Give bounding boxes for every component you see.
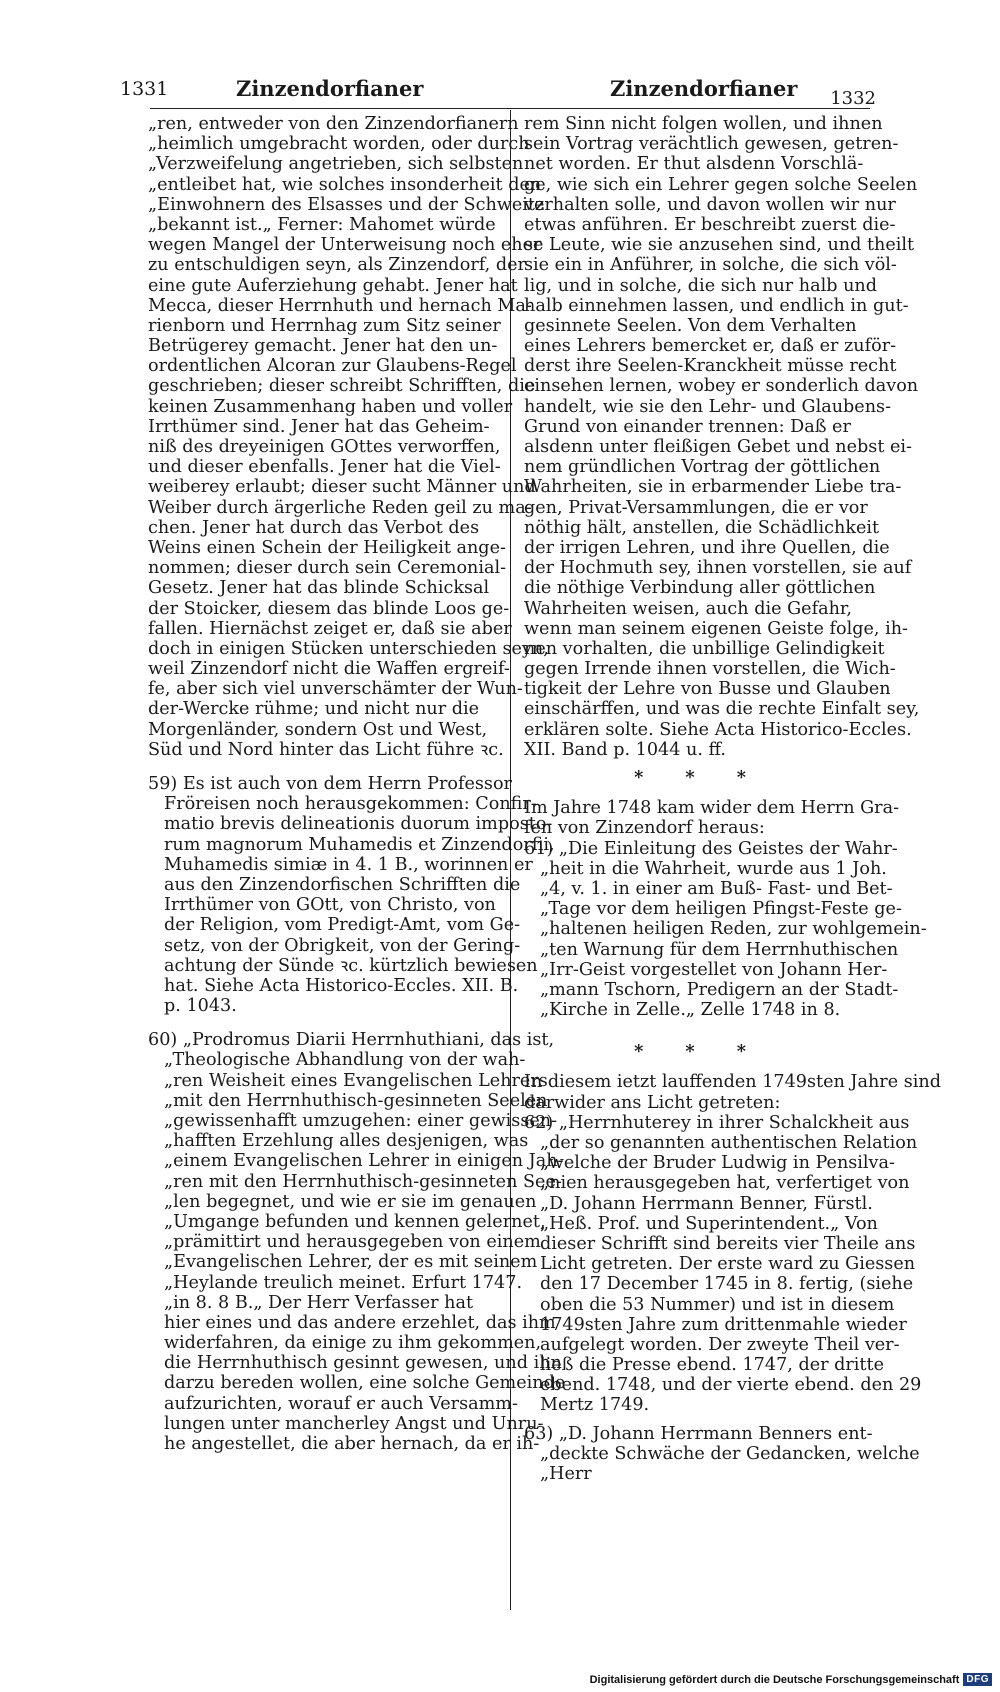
text-line: rienborn und Herrnhag zum Sitz seiner [148, 315, 501, 336]
text-line: darzu bereden wollen, eine solche Gemeinde [164, 1373, 566, 1394]
text-line: „Evangelischen Lehrer, der es mit seinem [164, 1252, 538, 1273]
text-line: „ren mit den Herrnhuthisch-gesinneten See- [164, 1171, 562, 1192]
text-line: sie ein in Anführer, in solche, die sich völ- [524, 255, 897, 276]
text-line: achtung der Sünde ꝛc. kürtzlich bewiesen [164, 955, 538, 976]
page-header [120, 78, 880, 108]
text-line: derst ihre Seelen-Kranckheit müsse recht [524, 356, 897, 377]
text-line: hier eines und das andere erzehlet, das ihm [164, 1312, 556, 1333]
text-line: Morgenländer, sondern Ost und West, [148, 719, 488, 740]
right-column [524, 114, 941, 1485]
text-line: „Kirche in Zelle.„ Zelle 1748 in 8. [540, 1000, 841, 1021]
text-line: rum magnorum Muhamedis et Zinzendorfii, [164, 834, 555, 855]
paragraph-continued-right [524, 114, 920, 760]
running-head-right: Zinzendorfianer [610, 76, 798, 101]
text-line: „haltenen heiligen Reden, zur wohlgemein- [540, 919, 927, 940]
text-line: „deckte Schwäche der Gedancken, welche [540, 1443, 920, 1464]
text-line: Fröreisen noch herausgekommen: Confir- [164, 794, 537, 815]
text-line: sein Vortrag verächtlich gewesen, getren- [524, 134, 899, 155]
text-line: 1749sten Jahre zum drittenmahle wieder [540, 1314, 907, 1335]
section-intro-1749 [524, 1072, 941, 1113]
text-line: 59) Es ist auch von dem Herrn Professor [148, 774, 512, 794]
text-line: 61) „Die Einleitung des Geistes der Wahr- [524, 838, 898, 859]
text-line: p. 1043. [164, 996, 237, 1017]
text-line: „welche der Bruder Ludwig in Pensilva- [540, 1153, 895, 1174]
text-line: dieser Schrifft sind bereits vier Theile ans [540, 1233, 916, 1254]
text-line: Weiber durch ärgerliche Reden geil zu ma- [148, 497, 532, 518]
page-number-left: 1331 [120, 78, 169, 100]
text-line: „Verzweifelung angetrieben, sich selbsten [148, 154, 524, 175]
text-line: Irrthümer sind. Jener hat das Geheim- [148, 416, 490, 437]
text-line: setz, von der Obrigkeit, von der Gering- [164, 935, 521, 956]
header-rule [150, 108, 870, 109]
text-line: keinen Zusammenhang haben und voller [148, 396, 513, 417]
text-line: widerfahren, da einige zu ihm gekommen, [164, 1333, 542, 1354]
text-line: Muhamedis simiæ in 4. 1 B., worinnen er [164, 854, 533, 875]
text-line: die nöthige Verbindung aller göttlichen [524, 578, 876, 599]
text-line: hat. Siehe Acta Historico-Eccles. XII. B. [164, 975, 519, 996]
entry-61 [524, 838, 927, 1021]
text-line: der-Wercke rühme; und nicht nur die [148, 699, 480, 720]
text-line: lungen unter mancherley Angst und Unru- [164, 1413, 544, 1434]
text-line: Wahrheiten, sie in erbarmender Liebe tra- [524, 477, 902, 498]
paragraph-continued [148, 114, 549, 760]
text-line: halb einnehmen lassen, und endlich in gut- [524, 295, 909, 316]
text-line: ebend. 1748, und der vierte ebend. den 29 [540, 1375, 922, 1396]
text-line: doch in einigen Stücken unterschieden seyn, [148, 638, 549, 659]
text-line: fe, aber sich viel unverschämter der Wun- [148, 679, 523, 700]
text-line: geschrieben; dieser schreibt Schrifften, die [148, 376, 536, 397]
text-line: darwider ans Licht getreten: [524, 1092, 781, 1113]
text-line: Süd und Nord hinter das Licht führe ꝛc. [148, 739, 504, 760]
text-line: Gesetz. Jener hat das blinde Schicksal [148, 578, 490, 599]
entry-62 [524, 1112, 922, 1416]
text-line: „Umgange befunden und kennen gelernet, [164, 1211, 546, 1232]
text-line: „ten Warnung für dem Herrnhuthischen [540, 939, 899, 960]
text-line: zu entschuldigen seyn, als Zinzendorf, der [148, 255, 526, 276]
text-line: eine gute Auferziehung gehabt. Jener hat [148, 275, 518, 296]
text-line: „heit in die Wahrheit, wurde aus 1 Joh. [540, 858, 887, 879]
text-line: rem Sinn nicht folgen wollen, und ihnen [524, 114, 883, 134]
text-line: „ren, entweder von den Zinzendorfianern [148, 114, 519, 134]
text-line: „entleibet hat, wie solches insonderheit den [148, 174, 542, 195]
text-line: weiberey erlaubt; dieser sucht Männer und [148, 477, 536, 498]
digitization-footer [590, 1673, 992, 1686]
text-line: se Leute, wie sie anzusehen sind, und theilt [524, 235, 915, 256]
text-line: oben die 53 Nummer) und ist in diesem [540, 1294, 895, 1315]
entry-59 [148, 774, 555, 1017]
text-line: einschärffen, und was die rechte Einfalt sey, [524, 699, 920, 720]
text-line: Betrügerey gemacht. Jener hat den un- [148, 336, 498, 357]
text-line: Licht getreten. Der erste ward zu Giessen [540, 1254, 916, 1275]
text-line: Irrthümer von GOtt, von Christo, von [164, 895, 496, 916]
text-line: fallen. Hiernächst zeiget er, daß sie aber [148, 618, 512, 639]
text-line: „mit den Herrnhuthisch-gesinneten Seelen [164, 1090, 548, 1111]
text-line: net worden. Er thut alsdenn Vorschlä- [524, 154, 864, 175]
text-line: fen von Zinzendorf heraus: [524, 818, 765, 839]
text-line: ordentlichen Alcoran zur Glaubens-Regel [148, 356, 517, 377]
text-line: nommen; dieser durch sein Ceremonial- [148, 558, 507, 579]
text-line: 60) „Prodromus Diarii Herrnhuthiani, das ist, [148, 1030, 555, 1051]
text-line: Weins einen Schein der Heiligkeit ange- [148, 537, 506, 558]
text-line: ge, wie sich ein Lehrer gegen solche Seelen [524, 174, 918, 195]
text-line: Im Jahre 1748 kam wider dem Herrn Gra- [524, 798, 900, 819]
text-line: „hafften Erzehlung alles desjenigen, was [164, 1131, 529, 1152]
text-line: gesinnete Seelen. Von dem Verhalten [524, 315, 857, 336]
text-line: In diesem ietzt lauffenden 1749sten Jahre sind [524, 1072, 941, 1093]
text-line: XII. Band p. 1044 u. ff. [524, 739, 727, 760]
text-line: aufgelegt worden. Der zweyte Theil ver- [540, 1334, 900, 1355]
text-line: der Stoicker, diesem das blinde Loos ge- [148, 598, 510, 619]
text-line: einsehen lernen, wobey er sonderlich davon [524, 376, 919, 397]
text-line: alsdenn unter fleißigen Gebet und nebst ei- [524, 437, 912, 457]
text-line: wegen Mangel der Unterweisung noch eher [148, 235, 542, 256]
text-line: „len begegnet, und wie er sie im genauen [164, 1191, 537, 1212]
text-line: „Herr [540, 1464, 592, 1485]
text-line: „bekannt ist.„ Ferner: Mahomet würde [148, 214, 496, 235]
text-line: „Theologische Abhandlung von der wah- [164, 1050, 526, 1071]
text-line: Mertz 1749. [540, 1395, 650, 1416]
text-line: nem gründlichen Vortrag der göttlichen [524, 457, 881, 478]
text-line: erklären solte. Siehe Acta Historico-Eccles. [524, 719, 912, 740]
dfg-logo: DFG [963, 1673, 992, 1686]
text-line: etwas anführen. Er beschreibt zuerst die- [524, 214, 896, 235]
text-line: „4, v. 1. in einer am Buß- Fast- und Bet- [540, 878, 893, 899]
section-intro-1748 [524, 798, 900, 839]
text-line: der irrigen Lehren, und ihre Quellen, die [524, 537, 890, 558]
text-line: ließ die Presse ebend. 1747, der dritte [540, 1355, 884, 1376]
text-line: weil Zinzendorf nicht die Waffen ergreif- [148, 659, 510, 680]
page-number-right: 1332 [830, 88, 876, 109]
text-line: nöthig hält, anstellen, die Schädlichkeit [524, 517, 880, 538]
text-line: Grund von einander trennen: Daß er [524, 416, 851, 437]
text-line: „Tage vor dem heiligen Pfingst-Feste ge- [540, 899, 902, 920]
text-line: „Heß. Prof. und Superintendent.„ Von [540, 1213, 878, 1234]
text-line: „Irr-Geist vorgestellet von Johann Her- [540, 959, 888, 980]
text-line: nen vorhalten, die unbillige Gelindigkeit [524, 638, 885, 659]
text-line: Wahrheiten weisen, auch die Gefahr, [524, 598, 852, 619]
text-line: „ren Weisheit eines Evangelischen Lehrers [164, 1070, 548, 1091]
text-line: Mecca, dieser Herrnhuth und hernach Ma- [148, 295, 532, 316]
text-line: den 17 December 1745 in 8. fertig, (siehe [540, 1274, 914, 1295]
text-line: „Einwohnern des Elsasses und der Schweitz [148, 194, 545, 215]
text-line: der Hochmuth sey, ihnen vorstellen, sie auf [524, 558, 912, 579]
text-line: „einem Evangelischen Lehrer in einigen Jah- [164, 1151, 564, 1172]
running-head-left: Zinzendorfianer [236, 76, 424, 101]
text-line: eines Lehrers bemercket er, daß er zuför- [524, 336, 897, 357]
text-line: lig, und in solche, die sich nur halb und [524, 275, 878, 296]
text-line: 63) „D. Johann Herrmann Benners ent- [524, 1423, 873, 1444]
text-line: „D. Johann Herrmann Benner, Fürstl. [540, 1193, 873, 1214]
text-line: aus den Zinzendorfischen Schrifften die [164, 874, 521, 895]
text-line: „mann Tschorn, Predigern an der Stadt- [540, 979, 899, 1000]
text-line: gegen Irrende ihnen vorstellen, die Wich- [524, 659, 896, 680]
text-line: „nien herausgegeben hat, verfertiget von [540, 1173, 910, 1194]
footer-text: Digitalisierung gefördert durch die Deutsche Forschungsgemeinschaft [589, 1673, 960, 1686]
text-line: he angestellet, die aber hernach, da er ih- [164, 1434, 540, 1454]
text-line: tigkeit der Lehre von Busse und Glauben [524, 679, 891, 700]
text-line: „prämittirt und herausgegeben von einem [164, 1232, 541, 1253]
text-line: wenn man seinem eigenen Geiste folge, ih- [524, 618, 908, 639]
text-line: „Heylande treulich meinet. Erfurt 1747. [164, 1272, 523, 1293]
text-line: 62) „Herrnhuterey in ihrer Schalckheit aus [524, 1112, 910, 1133]
entry-60 [148, 1030, 566, 1454]
section-separator-1: * * * [634, 767, 764, 788]
text-line: verhalten solle, und davon wollen wir nur [524, 194, 896, 215]
text-line: der Religion, vom Predigt-Amt, vom Ge- [164, 915, 521, 936]
text-line: „der so genannten authentischen Relation [540, 1133, 918, 1154]
text-line: matio brevis delineationis duorum imposto- [164, 814, 553, 835]
entry-63 [524, 1423, 920, 1485]
text-line: „in 8. 8 B.„ Der Herr Verfasser hat [164, 1292, 474, 1313]
text-line: die Herrnhuthisch gesinnt gewesen, und ihn [164, 1353, 562, 1374]
text-line: und dieser ebenfalls. Jener hat die Viel- [148, 457, 501, 478]
text-line: gen, Privat-Versammlungen, die er vor [524, 497, 868, 518]
text-line: handelt, wie sie den Lehr- und Glaubens- [524, 396, 892, 417]
text-line: „gewissenhafft umzugehen: einer gewissen- [164, 1111, 558, 1131]
text-line: niß des dreyeinigen GOttes verworffen, [148, 437, 501, 457]
left-column [148, 114, 566, 1454]
text-line: aufzurichten, worauf er auch Versamm- [164, 1393, 518, 1414]
text-line: „heimlich umgebracht worden, oder durch [148, 134, 530, 155]
text-line: chen. Jener hat durch das Verbot des [148, 517, 480, 538]
section-separator-2: * * * [634, 1041, 764, 1063]
